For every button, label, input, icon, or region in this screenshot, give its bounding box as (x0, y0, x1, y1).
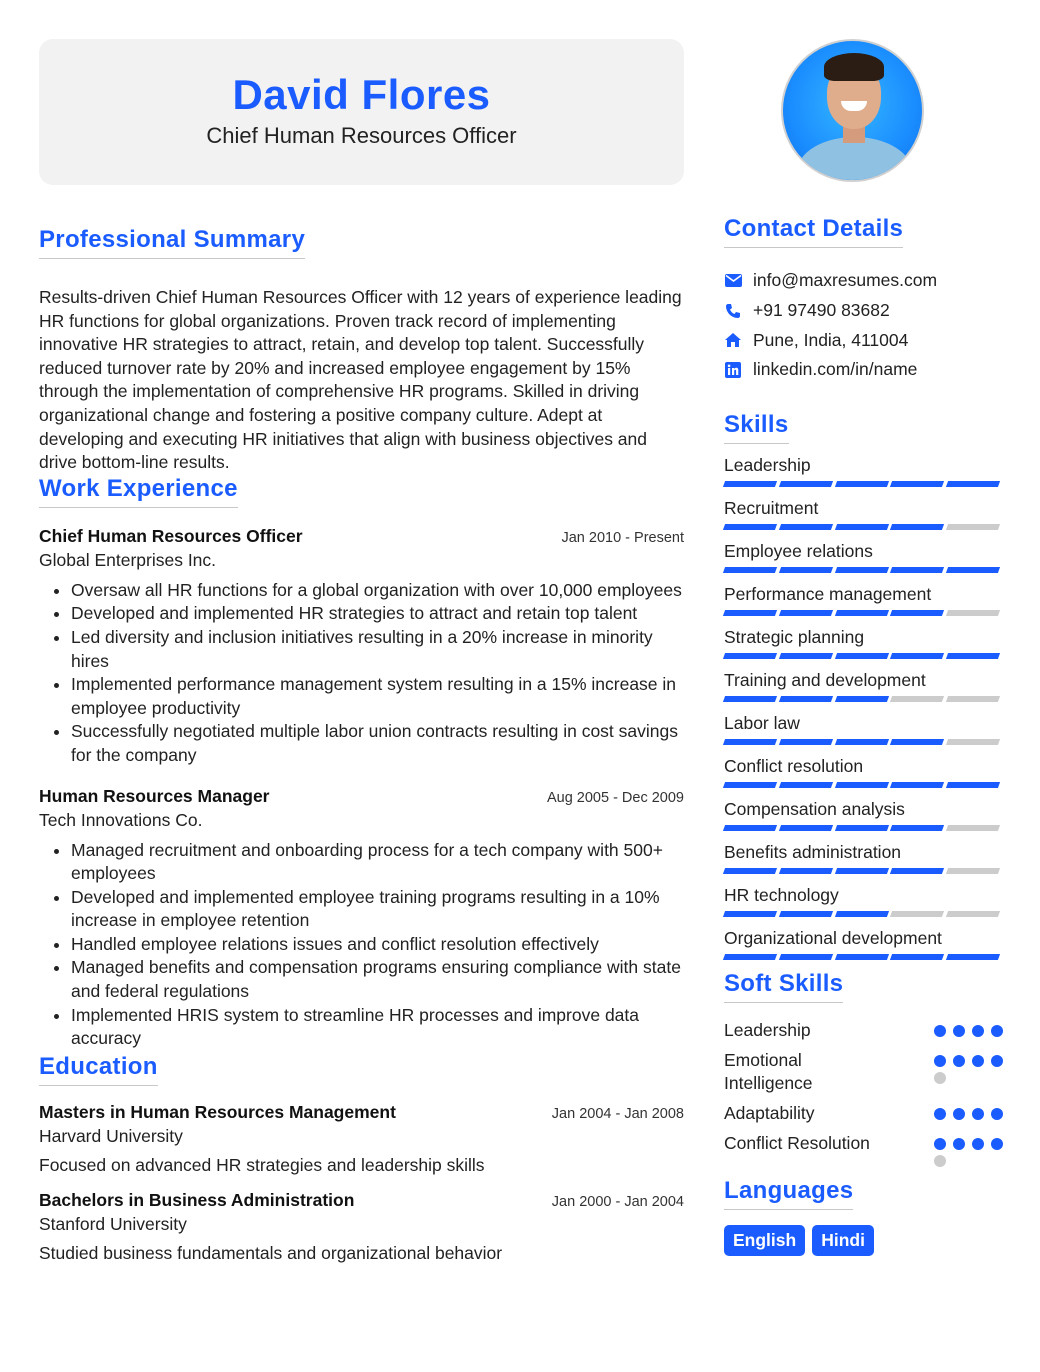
skill-level-segment (779, 911, 833, 917)
profile-photo (781, 39, 924, 182)
experience-section (39, 475, 684, 1051)
home-icon (724, 331, 742, 349)
skill-level-bar (724, 653, 1004, 659)
skill-level-bar (724, 825, 1004, 831)
soft-skill-name: Emotional Intelligence (724, 1049, 813, 1093)
education-school: Harvard University (39, 1125, 183, 1146)
education-entry (39, 1190, 684, 1264)
job-bullet: • Managed benefits and compensation programs ensuring compliance with state and federal regulations (71, 956, 684, 1003)
rating-dot (934, 1138, 946, 1150)
language-badge: Hindi (812, 1225, 874, 1256)
skill-level-segment (723, 481, 777, 487)
summary-text: Results-driven Chief Human Resources Officer with 12 years of experience leading HR functions for global organizations. Proven track record of implementing innovative HR strategies to attract, retain, and develop top talent. Successfully reduced turnover rate by 20% and increased employee engagement by 15% through the implementation of comprehensive HR programs. Skilled in driving organizational change and fostering a positive company culture. Adept at developing and executing HR initiatives that align with business objectives and drive bottom-line results. (39, 287, 682, 473)
skill-level-segment (835, 911, 889, 917)
job-bullet: • Implemented performance management system resulting in a 15% increase in employee productivity (71, 673, 684, 720)
skill-name: Compensation analysis (724, 798, 905, 819)
skill-level-segment (946, 782, 1000, 788)
rating-dot (991, 1055, 1003, 1067)
linkedin-icon (724, 361, 742, 379)
skill-level-segment (723, 653, 777, 659)
skill-item (724, 577, 1004, 620)
contact-email[interactable] (724, 266, 1004, 296)
skill-level-segment (890, 911, 944, 917)
skill-level-segment (779, 825, 833, 831)
skill-level-segment (946, 524, 1000, 530)
skill-level-bar (724, 739, 1004, 745)
skill-level-segment (946, 911, 1000, 917)
skill-level-bar (724, 524, 1004, 530)
skill-level-segment (946, 696, 1000, 702)
skill-item (724, 835, 1004, 878)
skill-level-segment (835, 610, 889, 616)
contact-linkedin[interactable] (724, 355, 1004, 385)
languages-section (724, 1177, 1004, 1256)
skill-level-segment (723, 954, 777, 960)
rating-dot (934, 1055, 946, 1067)
skill-name: Recruitment (724, 497, 819, 518)
soft-skill-name: Conflict Resolution (724, 1132, 870, 1153)
skill-level-bar (724, 696, 1004, 702)
rating-dot (972, 1138, 984, 1150)
rating-dot (934, 1108, 946, 1120)
skill-level-segment (890, 954, 944, 960)
candidate-title: Chief Human Resources Officer (206, 123, 517, 148)
job-dates: Aug 2005 - Dec 2009 (546, 789, 684, 806)
skill-level-segment (779, 653, 833, 659)
skill-level-bar (724, 911, 1004, 917)
skill-name: Performance management (724, 583, 932, 604)
job-bullet: • Oversaw all HR functions for a global organization with over 10,000 employees (71, 579, 684, 603)
skill-level-segment (835, 825, 889, 831)
summary-heading: Professional Summary (39, 226, 305, 259)
education-description: Focused on advanced HR strategies and leadership skills (39, 1154, 485, 1175)
job-bullet: • Handled employee relations issues and conflict resolution effectively (71, 933, 684, 957)
skill-item (724, 534, 1004, 577)
rating-dot (991, 1108, 1003, 1120)
job-entry (39, 786, 684, 1051)
education-section (39, 1053, 684, 1264)
skill-level-segment (779, 739, 833, 745)
skill-level-segment (723, 696, 777, 702)
skill-name: Leadership (724, 454, 811, 475)
skill-level-bar (724, 782, 1004, 788)
soft-skill-rating (934, 1102, 1004, 1120)
soft-skill-item (724, 1102, 1004, 1125)
soft-skill-rating (934, 1019, 1004, 1037)
skill-item (724, 878, 1004, 921)
soft-skills-section (724, 970, 1004, 1167)
resume-header (39, 39, 684, 185)
education-entry (39, 1102, 684, 1176)
skill-item (724, 792, 1004, 835)
candidate-name: David Flores (232, 71, 491, 118)
skill-level-segment (890, 825, 944, 831)
soft-skills-heading: Soft Skills (724, 970, 843, 1003)
job-bullets (39, 579, 684, 768)
skill-name: Labor law (724, 712, 800, 733)
skill-level-segment (890, 481, 944, 487)
contact-phone[interactable] (724, 296, 1004, 326)
contact-section (724, 215, 1004, 385)
skill-level-segment (946, 481, 1000, 487)
skill-level-segment (835, 868, 889, 874)
job-role: Human Resources Manager (39, 785, 270, 806)
skill-name: Training and development (724, 669, 926, 690)
soft-skills-list (724, 1019, 1004, 1167)
skill-level-segment (890, 868, 944, 874)
education-heading: Education (39, 1053, 158, 1086)
rating-dot (934, 1025, 946, 1037)
skill-item (724, 921, 1004, 964)
job-bullet: • Led diversity and inclusion initiatives resulting in a 20% increase in minority hires (71, 626, 684, 673)
skill-item (724, 454, 1004, 491)
skill-level-segment (835, 696, 889, 702)
education-degree: Bachelors in Business Administration (39, 1189, 355, 1210)
skill-level-segment (946, 653, 1000, 659)
summary-section (39, 226, 684, 475)
skill-level-segment (723, 868, 777, 874)
education-dates: Jan 2000 - Jan 2004 (551, 1193, 684, 1210)
rating-dot (934, 1072, 946, 1084)
language-badge: English (724, 1225, 805, 1256)
job-bullets (39, 839, 684, 1051)
job-bullet: • Developed and implemented HR strategies to attract and retain top talent (71, 602, 684, 626)
skill-level-segment (723, 524, 777, 530)
job-role: Chief Human Resources Officer (39, 525, 303, 546)
skill-level-segment (723, 911, 777, 917)
skill-level-segment (890, 567, 944, 573)
education-school: Stanford University (39, 1213, 187, 1234)
rating-dot (953, 1108, 965, 1120)
rating-dot (972, 1025, 984, 1037)
job-company: Tech Innovations Co. (39, 809, 203, 830)
contact-heading: Contact Details (724, 215, 903, 248)
contact-location-text: Pune, India, 411004 (753, 329, 909, 350)
skill-level-segment (779, 481, 833, 487)
envelope-icon (724, 272, 742, 290)
job-bullet: • Managed recruitment and onboarding process for a tech company with 500+ employees (71, 839, 684, 886)
skill-level-bar (724, 954, 1004, 960)
skill-level-segment (779, 567, 833, 573)
experience-heading: Work Experience (39, 475, 238, 508)
skill-level-segment (946, 739, 1000, 745)
skill-item (724, 491, 1004, 534)
phone-icon (724, 302, 742, 320)
rating-dot (991, 1138, 1003, 1150)
skill-level-segment (835, 524, 889, 530)
skill-level-segment (779, 954, 833, 960)
rating-dot (972, 1108, 984, 1120)
skill-item (724, 663, 1004, 706)
skill-level-segment (779, 696, 833, 702)
skill-level-segment (946, 610, 1000, 616)
skill-level-segment (723, 782, 777, 788)
skill-level-segment (835, 567, 889, 573)
skill-level-bar (724, 868, 1004, 874)
skill-item (724, 706, 1004, 749)
languages-list (724, 1225, 1004, 1256)
skill-level-segment (723, 610, 777, 616)
education-description: Studied business fundamentals and organizational behavior (39, 1242, 503, 1263)
skill-name: Employee relations (724, 540, 873, 561)
rating-dot (953, 1055, 965, 1067)
soft-skill-item (724, 1019, 1004, 1042)
skill-level-segment (890, 782, 944, 788)
skill-level-segment (890, 653, 944, 659)
skills-section (724, 411, 1004, 964)
skill-level-segment (946, 954, 1000, 960)
contact-phone-text: +91 97490 83682 (753, 300, 890, 321)
skill-level-segment (835, 739, 889, 745)
skill-level-segment (835, 782, 889, 788)
contact-linkedin-text: linkedin.com/in/name (753, 359, 918, 380)
skill-level-bar (724, 567, 1004, 573)
skill-level-segment (779, 868, 833, 874)
soft-skill-name: Leadership (724, 1019, 811, 1040)
skill-name: Strategic planning (724, 626, 865, 647)
skill-level-bar (724, 610, 1004, 616)
soft-skill-rating (934, 1132, 1004, 1167)
job-dates: Jan 2010 - Present (561, 529, 684, 546)
contact-email-text: info@maxresumes.com (753, 270, 938, 291)
skill-level-segment (835, 653, 889, 659)
skill-level-segment (890, 739, 944, 745)
skill-level-segment (890, 524, 944, 530)
skill-level-segment (723, 825, 777, 831)
main-column (39, 39, 684, 1264)
skill-name: Conflict resolution (724, 755, 864, 776)
skill-level-segment (723, 567, 777, 573)
skill-level-bar (724, 481, 1004, 487)
skill-level-segment (890, 696, 944, 702)
skill-level-segment (723, 739, 777, 745)
rating-dot (934, 1155, 946, 1167)
skill-level-segment (890, 610, 944, 616)
education-dates: Jan 2004 - Jan 2008 (551, 1105, 684, 1122)
skill-level-segment (946, 567, 1000, 573)
rating-dot (953, 1138, 965, 1150)
job-entry (39, 526, 684, 768)
skills-list (724, 454, 1004, 964)
skill-name: Organizational development (724, 927, 942, 948)
skill-level-segment (835, 954, 889, 960)
job-bullet: • Successfully negotiated multiple labor union contracts resulting in cost savings for the company (71, 720, 684, 767)
job-bullet: • Implemented HRIS system to streamline HR processes and improve data accuracy (71, 1004, 684, 1051)
skill-item (724, 620, 1004, 663)
skill-level-segment (779, 524, 833, 530)
job-bullet: • Developed and implemented employee training programs resulting in a 10% increase in employee retention (71, 886, 684, 933)
skill-name: Benefits administration (724, 841, 902, 862)
rating-dot (991, 1025, 1003, 1037)
skill-item (724, 749, 1004, 792)
soft-skill-item (724, 1049, 1004, 1095)
rating-dot (972, 1055, 984, 1067)
skill-level-segment (779, 782, 833, 788)
skill-level-segment (946, 825, 1000, 831)
skills-heading: Skills (724, 411, 789, 444)
sidebar-column (724, 39, 1004, 1256)
soft-skill-rating (934, 1049, 1004, 1084)
skill-level-segment (946, 868, 1000, 874)
skill-level-segment (835, 481, 889, 487)
contact-location (724, 325, 1004, 355)
languages-heading: Languages (724, 1177, 853, 1210)
soft-skill-item (724, 1132, 1004, 1167)
education-degree: Masters in Human Resources Management (39, 1101, 396, 1122)
job-company: Global Enterprises Inc. (39, 549, 217, 570)
rating-dot (953, 1025, 965, 1037)
skill-name: HR technology (724, 884, 839, 905)
soft-skill-name: Adaptability (724, 1102, 815, 1123)
skill-level-segment (779, 610, 833, 616)
